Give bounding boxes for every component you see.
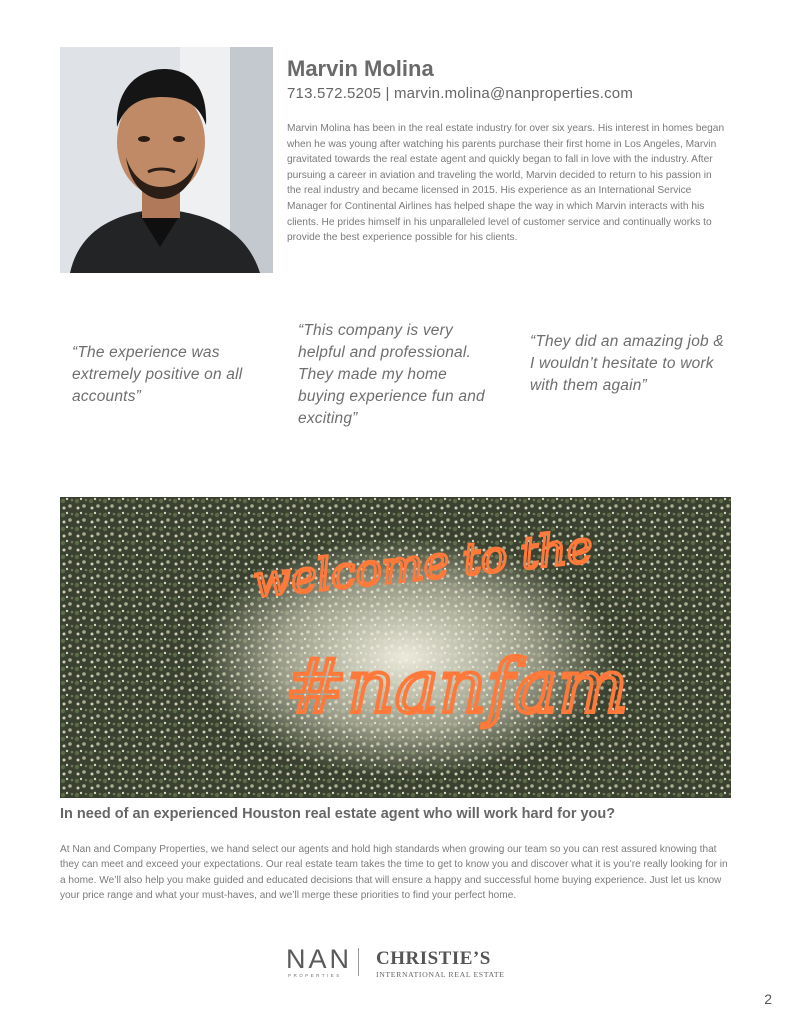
nan-properties-logo <box>286 944 353 978</box>
testimonial-2: “This company is very helpful and professional. They made my home buying experience fun and exciting” <box>298 322 485 427</box>
logo-divider <box>358 948 359 976</box>
nan-logo-sub: PROPERTIES <box>288 973 342 978</box>
neon-line-1: welcome to the <box>250 521 596 608</box>
section-headline: In need of an experienced Houston real estate agent who will work hard for you? <box>60 806 616 822</box>
agent-name: Marvin Molina <box>287 56 434 81</box>
agent-bio: Marvin Molina has been in the real estate industry for over six years. His interest in homes began when he was young after watching his parents purchase their first home in Los Angeles, Marvin gravitated towards the real estate agent and quickly began to fall in love with the industry. After pursuing a career in aviation and traveling the world, Marvin decided to return to his passion in the real industry and became licensed in 2015. His experience as an International Service Manager for Continental Airlines has helped shape the way in which Marvin interacts with his clients. He prides himself in his unparalleled level of customer service and continually works to provide the best experience possible for his clients. <box>287 123 725 244</box>
christies-logo-sub: INTERNATIONAL REAL ESTATE <box>376 970 505 979</box>
testimonial-1: “The experience was extremely positive on all accounts” <box>72 344 243 405</box>
page-number: 2 <box>764 991 772 1007</box>
footer-logos <box>286 946 526 980</box>
section-body: At Nan and Company Properties, we hand select our agents and hold high standards when growing our team so you can rest assured knowing that they can meet and exceed your expectations. Our real estate team takes the time to get to know you and discover what it is you’re really looking for in a home. We’ll also help you make guided and educated decisions that will ensure a happy and successful home buying experience. Just let us know your price range and what your must-haves, and we’ll merge these priorities to find your perfect home. <box>60 844 728 901</box>
christies-logo-word: CHRISTIE’S <box>376 948 491 969</box>
neon-sign-banner <box>60 497 731 798</box>
agent-headshot <box>60 47 273 273</box>
agent-contact: 713.572.5205 | marvin.molina@nanproperties.com <box>287 85 634 102</box>
nan-logo-word: NAN <box>286 944 353 974</box>
neon-line-2: #nanfam <box>285 644 629 730</box>
testimonial-3: “They did an amazing job & I wouldn’t hesitate to work with them again” <box>530 333 724 394</box>
